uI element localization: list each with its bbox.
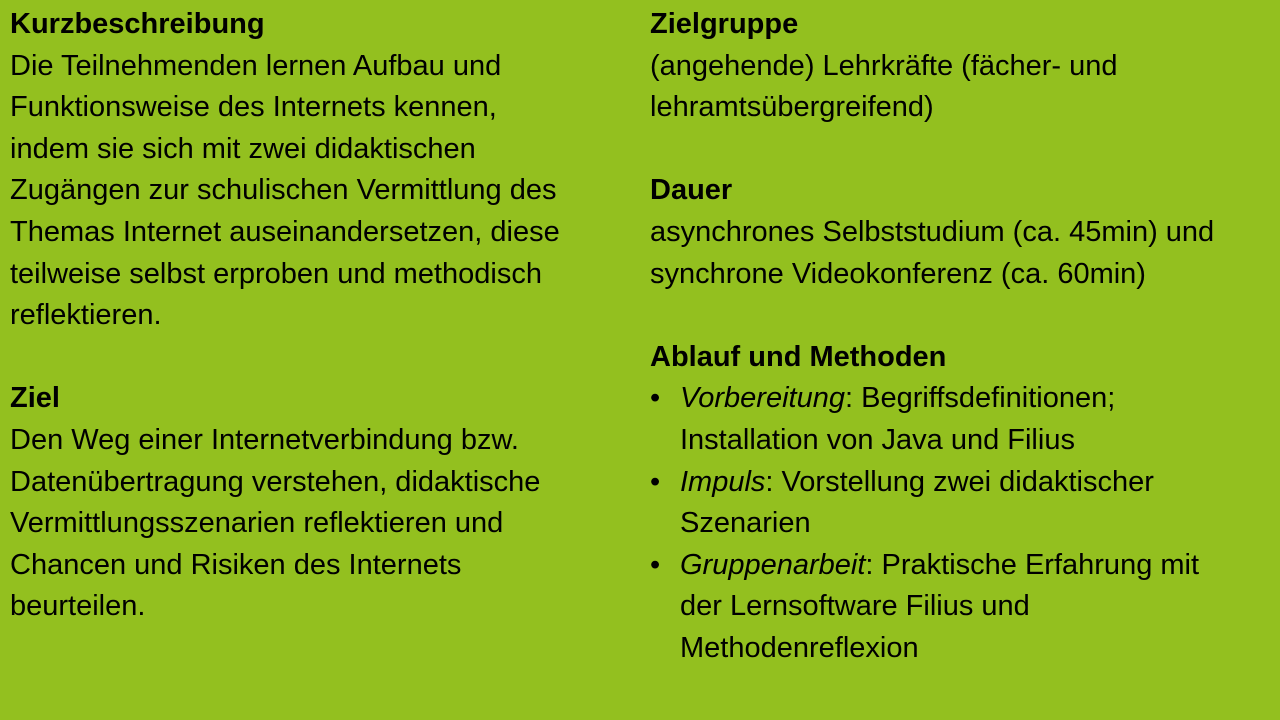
zielgruppe-text: (angehende) Lehrkräfte (fächer- und lehramtsübergreifend) (650, 49, 1118, 124)
list-item (650, 462, 1270, 545)
section-ziel (10, 378, 625, 628)
kurzbeschreibung-heading: Kurzbeschreibung (10, 8, 265, 40)
ziel-heading: Ziel (10, 382, 60, 415)
ablauf-heading: Ablauf und Methoden (650, 340, 947, 373)
section-spacer (650, 129, 1270, 171)
bullet-text: : Begriffsdefinitionen; Installation von Java und Filius (680, 382, 1116, 456)
bullet-icon: • (650, 465, 661, 498)
ablauf-list (650, 378, 1270, 669)
zielgruppe-heading: Zielgruppe (650, 8, 799, 40)
bullet-text: : Praktische Erfahrung mit der Lernsoftware Filius und Methodenreflexion (680, 548, 1200, 664)
section-dauer (650, 170, 1270, 295)
list-item (650, 545, 1270, 670)
section-kurzbeschreibung (10, 4, 625, 337)
bullet-term: Impuls (680, 465, 766, 498)
bullet-icon: • (650, 382, 661, 415)
bullet-term: Vorbereitung (680, 382, 845, 415)
dauer-text: asynchrones Selbststudium (ca. 45min) und synchrone Videokonferenz (ca. 60min) (650, 215, 1215, 290)
section-ablauf (650, 337, 1270, 670)
right-column (650, 4, 1270, 670)
dauer-heading: Dauer (650, 174, 733, 207)
ziel-text: Den Weg einer Internetverbindung bzw. Datenübertragung verstehen, didaktische Vermittlungsszenarien reflektieren und Chancen und Risiken des Internets beurteilen. (10, 423, 541, 623)
bullet-text: : Vorstellung zwei didaktischer Szenarien (680, 465, 1154, 540)
section-spacer (10, 337, 625, 379)
left-column (10, 4, 625, 628)
bullet-term: Gruppenarbeit (680, 548, 866, 581)
section-zielgruppe (650, 4, 1270, 129)
list-item (650, 378, 1270, 461)
section-spacer (650, 295, 1270, 337)
bullet-icon: • (650, 548, 661, 581)
kurzbeschreibung-text: Die Teilnehmenden lernen Aufbau und Funktionsweise des Internets kennen, indem sie sich mit zwei didaktischen Zugängen zur schulischen Vermittlung des Themas Internet auseinandersetzen, diese teilweise selbst erproben und methodisch reflektieren. (10, 49, 560, 332)
